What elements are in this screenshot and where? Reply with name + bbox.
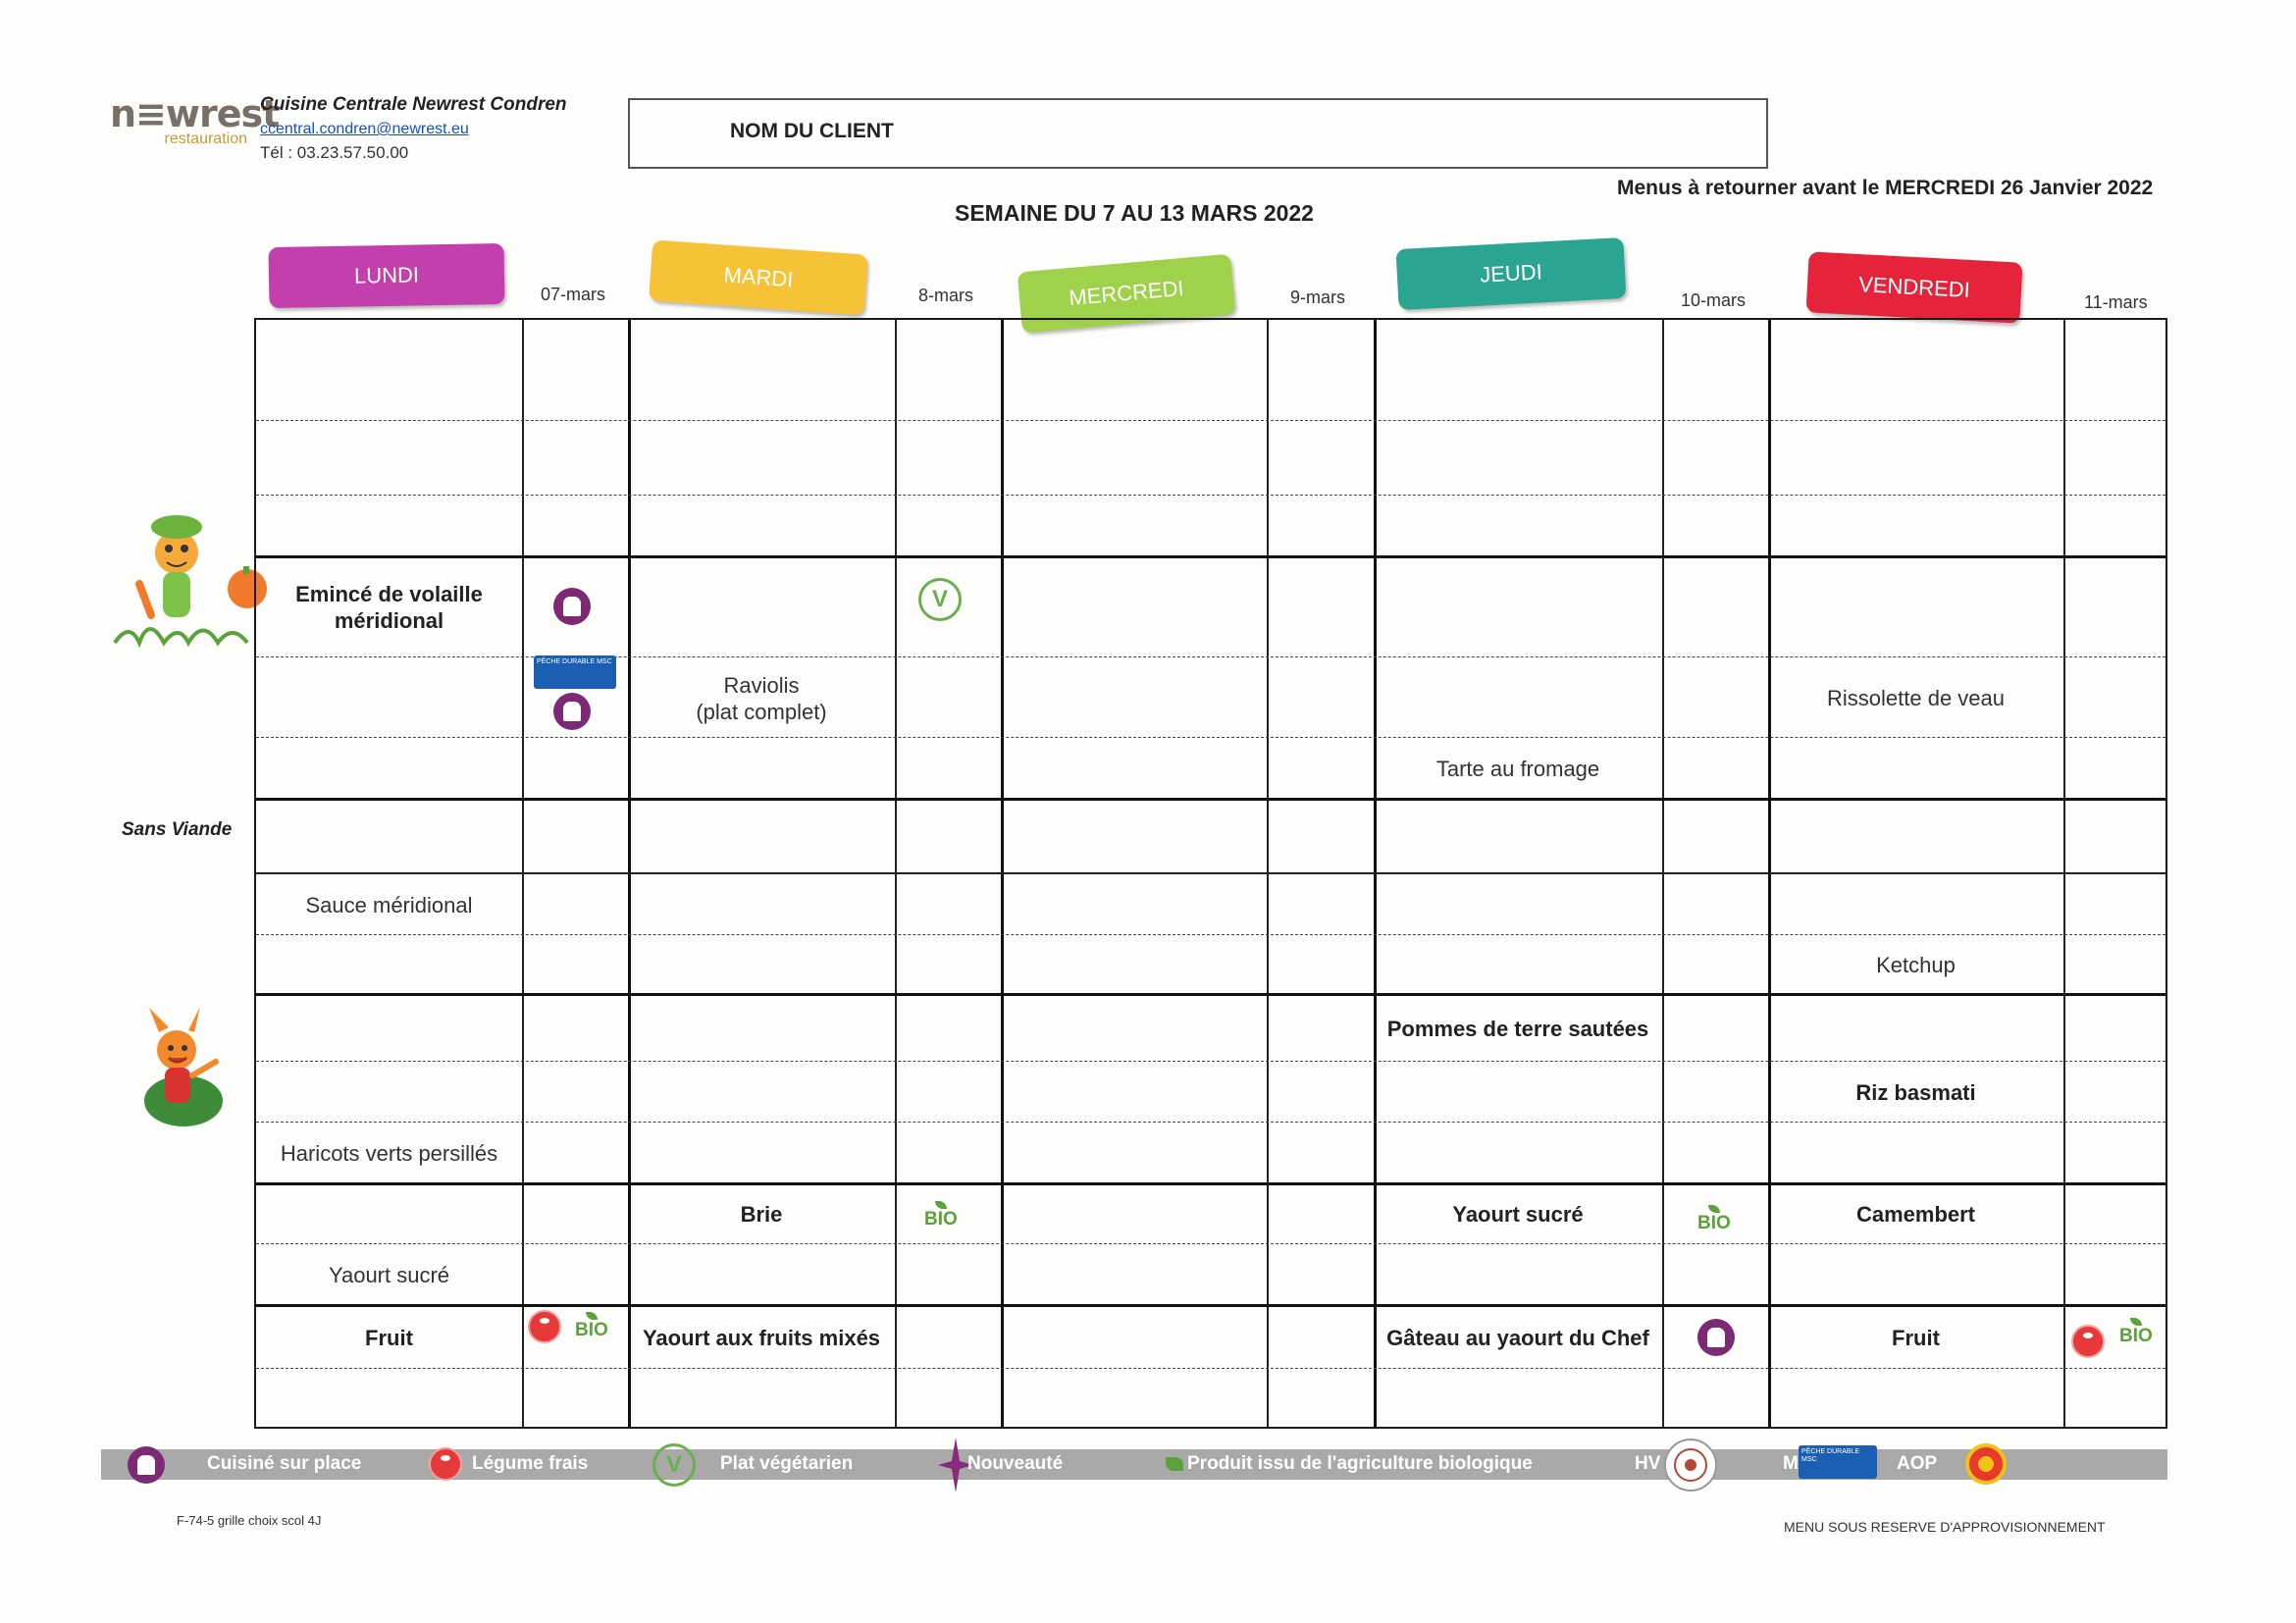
msc-text: PÊCHE DURABLE MSC	[1801, 1448, 1860, 1463]
grid-hline	[256, 872, 2166, 874]
tab-label: VENDREDI	[1857, 272, 1971, 302]
newrest-logo	[110, 92, 280, 149]
tab-vendredi	[1806, 251, 2023, 323]
msc-text: PÊCHE DURABLE MSC	[537, 658, 612, 665]
tab-label: MARDI	[722, 262, 795, 292]
legend-legume: Légume frais	[472, 1453, 589, 1474]
tomato-icon	[429, 1447, 462, 1481]
hv-seal-icon	[1663, 1438, 1718, 1492]
lundi-sauce: Sauce méridional	[305, 892, 473, 917]
date-mardi: 8-mars	[918, 286, 974, 305]
sans-viande-label: Sans Viande	[122, 819, 233, 840]
jeudi-laitage: Yaourt sucré	[1452, 1202, 1584, 1227]
form-reference: F-74-5 grille choix scol 4J	[177, 1513, 322, 1528]
legend-bio: Produit issu de l'agriculture biologique	[1187, 1453, 1533, 1474]
mardi-dessert: Yaourt aux fruits mixés	[642, 1325, 881, 1350]
lundi-dessert: Fruit	[365, 1325, 413, 1350]
date-lundi: 07-mars	[541, 285, 606, 304]
vendredi-dessert: Fruit	[1892, 1325, 1940, 1350]
tab-jeudi	[1396, 237, 1627, 310]
vendredi-sauce: Ketchup	[1876, 953, 1956, 977]
bio-leaf-icon	[1166, 1457, 1183, 1471]
lundi-plat: Emincé de volaille méridional	[295, 582, 483, 633]
tomato-icon	[528, 1310, 561, 1343]
bio-leaf-icon	[1708, 1205, 1720, 1213]
bio-leaf-icon	[586, 1312, 598, 1320]
chef-hat-icon	[553, 588, 591, 625]
return-deadline-note: Menus à retourner avant le MERCREDI 26 Janvier 2022	[1617, 177, 2154, 199]
grid-hline	[256, 1243, 2166, 1244]
tab-label: JEUDI	[1479, 259, 1543, 288]
grid-hline	[256, 1368, 2166, 1369]
aop-seal-icon	[1965, 1443, 2007, 1485]
company-phone: Tél : 03.23.57.50.00	[260, 143, 409, 162]
grid-hline	[256, 555, 2166, 558]
chef-hat-icon	[553, 693, 591, 730]
bio-leaf-icon	[2130, 1318, 2142, 1326]
tomato-icon	[2071, 1325, 2105, 1358]
grid-hline	[256, 993, 2166, 996]
supply-disclaimer: MENU SOUS RESERVE D'APPROVISIONNEMENT	[1784, 1519, 2106, 1535]
msc-label-icon	[534, 655, 616, 689]
client-name-label: NOM DU CLIENT	[730, 120, 894, 142]
vendredi-laitage: Camembert	[1855, 1202, 1976, 1227]
legend-bar	[101, 1449, 2167, 1480]
vegetarian-icon: V	[652, 1443, 696, 1487]
tab-label: LUNDI	[353, 262, 420, 288]
date-vendredi: 11-mars	[2084, 292, 2148, 312]
bio-icon: BIO	[575, 1320, 608, 1340]
mardi-laitage: Brie	[740, 1202, 783, 1227]
jeudi-plat: Tarte au fromage	[1435, 757, 1600, 781]
legend-m: M	[1783, 1453, 1799, 1474]
lundi-laitage: Yaourt sucré	[328, 1263, 450, 1287]
logo-main-text: n≡wrest	[110, 92, 280, 135]
legend-cuisine: Cuisiné sur place	[207, 1453, 362, 1474]
grid-hline	[256, 495, 2166, 496]
grid-hline	[256, 934, 2166, 935]
jeudi-dessert: Gâteau au yaourt du Chef	[1386, 1325, 1649, 1350]
bio-leaf-icon	[935, 1201, 947, 1209]
grid-hline	[256, 1061, 2166, 1062]
bio-icon: BIO	[2119, 1326, 2153, 1346]
tab-lundi	[268, 243, 504, 308]
legend-hv: HV	[1635, 1453, 1661, 1474]
mascot-vegetable-icon	[110, 505, 272, 653]
chef-hat-icon	[1697, 1319, 1735, 1356]
legend-aop: AOP	[1897, 1453, 1938, 1474]
vendredi-accomp: Riz basmati	[1855, 1080, 1976, 1105]
bio-icon: BIO	[1697, 1213, 1731, 1233]
grid-hline	[256, 798, 2166, 801]
client-name-box[interactable]	[628, 98, 1768, 169]
company-name: Cuisine Centrale Newrest Condren	[260, 94, 567, 115]
company-email-link[interactable]: ccentral.condren@newrest.eu	[260, 121, 469, 137]
bio-icon: BIO	[924, 1209, 958, 1230]
legend-vegetarien: Plat végétarien	[720, 1453, 854, 1474]
msc-label-icon	[1799, 1445, 1877, 1479]
mardi-plat: Raviolis (plat complet)	[696, 672, 827, 724]
grid-hline	[256, 737, 2166, 738]
jeudi-accomp: Pommes de terre sautées	[1386, 1016, 1649, 1041]
mascot-carrot-icon	[130, 1003, 228, 1130]
logo-sub-text: restauration	[164, 131, 247, 147]
lundi-legume: Haricots verts persillés	[280, 1141, 498, 1166]
menu-grid	[254, 318, 2167, 1429]
grid-hline	[256, 420, 2166, 421]
week-title: SEMAINE DU 7 AU 13 MARS 2022	[955, 200, 1314, 226]
grid-hline	[256, 1122, 2166, 1123]
tab-mardi	[649, 239, 868, 315]
tab-label: MERCREDI	[1068, 275, 1185, 311]
chef-hat-icon	[128, 1446, 165, 1484]
date-jeudi: 10-mars	[1681, 290, 1747, 310]
legend-nouveaute: Nouveauté	[967, 1453, 1064, 1474]
date-mercredi: 9-mars	[1290, 288, 1346, 307]
vendredi-plat: Rissolette de veau	[1827, 686, 2005, 710]
vegetarian-icon: V	[918, 578, 962, 621]
